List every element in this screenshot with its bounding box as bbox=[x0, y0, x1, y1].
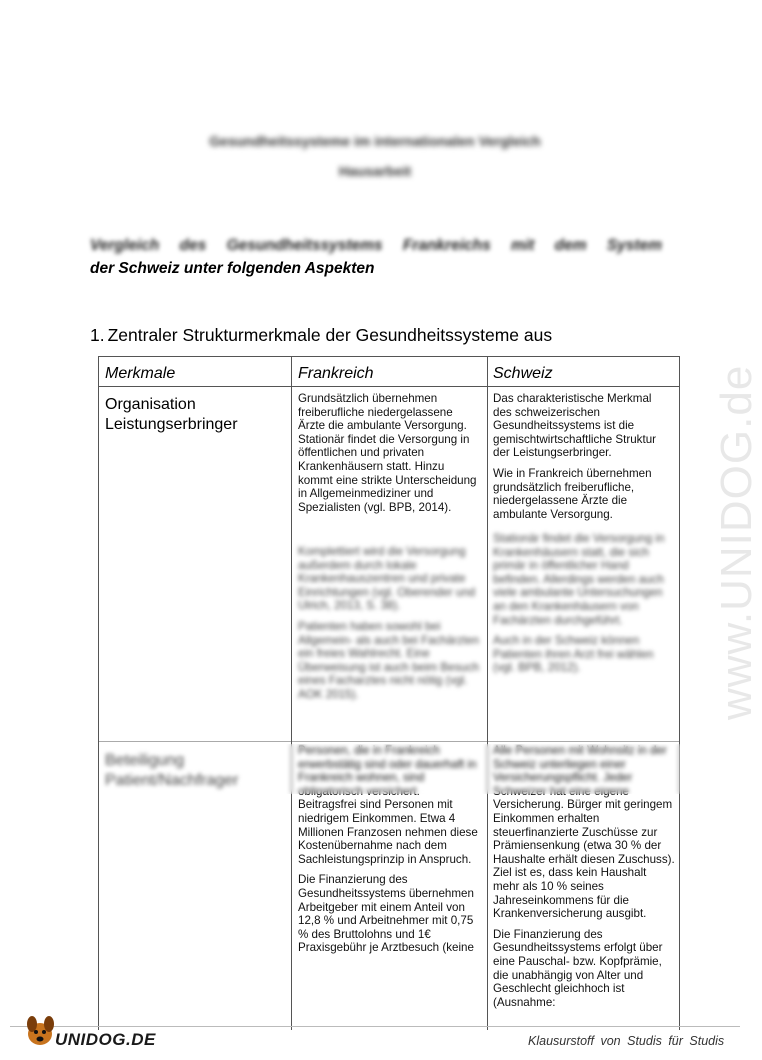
cell-paragraph: Alle Personen mit Wohnsitz in der Schweiz unterliegen einer Versicherungspflicht. Jeder Schweizer hat eine eigene Versicherung. Bürger mit geringem Einkommen erhalten steuerfinanzierte Zuschüsse zur Prämiensenkung (etwa 30 % der Haushalte erhält diesen Zuschuss). Ziel ist es, dass kein Haushalt mehr als 10 % seines Jahreseinkommens für die Krankenversicherung ausgibt. bbox=[493, 744, 675, 921]
row-label-organisation bbox=[105, 395, 238, 435]
column-header-frankreich: Frankreich bbox=[298, 365, 374, 382]
cell-frankreich-organisation-cont bbox=[298, 545, 480, 709]
document-title: Gesundheitssysteme im internationalen Vergleich bbox=[209, 133, 541, 149]
cell-paragraph: Patienten haben sowohl bei Allgemein- als auch bei Fachärzten ein freies Wahlrecht. Eine Überweisung ist auch beim Besuch eines Facharztes nicht nötig (vgl. AOK 2015). bbox=[298, 619, 480, 701]
cell-paragraph: Das charakteristische Merkmal des schweizerischen Gesundheitssystems ist die gemischtwirtschaftliche Struktur der Leistungserbringer. bbox=[493, 392, 657, 460]
document-subtitle-type: Hausarbeit bbox=[338, 163, 412, 179]
row-label-beteiligung bbox=[105, 751, 238, 791]
section-heading bbox=[90, 325, 552, 346]
footer-tagline: Klausurstoff von Studis für Studis bbox=[528, 1034, 725, 1048]
topic-line-1: Vergleich des Gesundheitssystems Frankreichs mit dem System bbox=[90, 237, 662, 254]
cell-schweiz-organisation bbox=[493, 392, 673, 528]
cell-paragraph: Personen, die in Frankreich erwerbstätig sind oder dauerhaft in Frankreich wohnen, sind obligatorisch versichert. Beitragsfrei sind Personen mit niedrigem Einkommen. Etwa 4 Millionen Franzosen nehmen diese Kostenübernahme nach dem Sachleistungsprinzip in Anspruch. bbox=[298, 744, 478, 866]
cell-paragraph: Wie in Frankreich übernehmen grundsätzlich freiberufliche, niedergelassene Ärzte die ambulante Versorgung. bbox=[493, 466, 652, 521]
table-border-top bbox=[98, 356, 679, 357]
table-row-divider bbox=[98, 741, 679, 742]
cell-paragraph: Auch in der Schweiz können Patienten ihren Arzt frei wählen (vgl. BPB, 2012). bbox=[493, 634, 654, 675]
row-label-line: Patient/Nachfrager bbox=[105, 772, 239, 789]
cell-paragraph: Die Finanzierung des Gesundheitssystems übernehmen Arbeitgeber mit einem Anteil von 12,8 % und Arbeitnehmer mit 0,75 % des Bruttolohns und 1€ Praxisgebühr je Arztbesuch (keine bbox=[298, 873, 474, 955]
row-label-line: Beteiligung bbox=[105, 752, 185, 769]
cell-paragraph: Komplettiert wird die Versorgung außerdem durch lokale Krankenhauszentren und private Einrichtungen (vgl. Oberender und Ulrich, 2013, S. 38). bbox=[298, 545, 476, 613]
topic-line-2: der Schweiz unter folgenden Aspekten bbox=[90, 260, 375, 277]
column-header-merkmale: Merkmale bbox=[105, 365, 176, 382]
logo-text: UNIDOG.DE bbox=[55, 1030, 156, 1049]
table-border-left bbox=[98, 356, 99, 1030]
row-label-line: Leistungserbringer bbox=[105, 416, 238, 433]
table-border-right bbox=[679, 356, 680, 1030]
cell-paragraph: Die Finanzierung des Gesundheitssystems erfolgt über eine Pauschal- bzw. Kopfprämie, die unabhängig von Alter und Geschlecht gleichhoch ist (Ausnahme: bbox=[493, 927, 663, 1009]
cell-paragraph: Grundsätzlich übernehmen freiberufliche niedergelassene Ärzte die ambulante Versorgung. Stationär findet die Versorgung in öffentlichen und privaten Krankenhäusern statt. Hinzu kommt eine strikte Unterscheidung in Allgemeinmediziner und Spezialisten (vgl. BPB, 2014). bbox=[298, 392, 477, 514]
cell-paragraph: Stationär findet die Versorgung in Krankenhäusern statt, die sich primär in öffentlicher Hand befinden. Allerdings werden auch viele ambulante Untersuchungen an den Krankenhäusern von Fachärzten durchgeführt. bbox=[493, 532, 665, 627]
section-heading-text: Zentraler Strukturmerkmale der Gesundheitssysteme aus bbox=[107, 325, 553, 345]
cell-schweiz-organisation-cont bbox=[493, 532, 675, 682]
cell-frankreich-organisation bbox=[298, 392, 478, 521]
table-column-divider-1 bbox=[291, 356, 292, 1030]
table-column-divider-2 bbox=[487, 356, 488, 1030]
blur-overlay bbox=[280, 744, 680, 794]
section-number: 1. bbox=[90, 325, 105, 345]
table-header-divider bbox=[98, 386, 679, 387]
column-header-schweiz: Schweiz bbox=[493, 365, 553, 382]
row-label-line: Organisation bbox=[105, 396, 196, 413]
watermark: www.UNIDOG.de bbox=[712, 364, 761, 720]
